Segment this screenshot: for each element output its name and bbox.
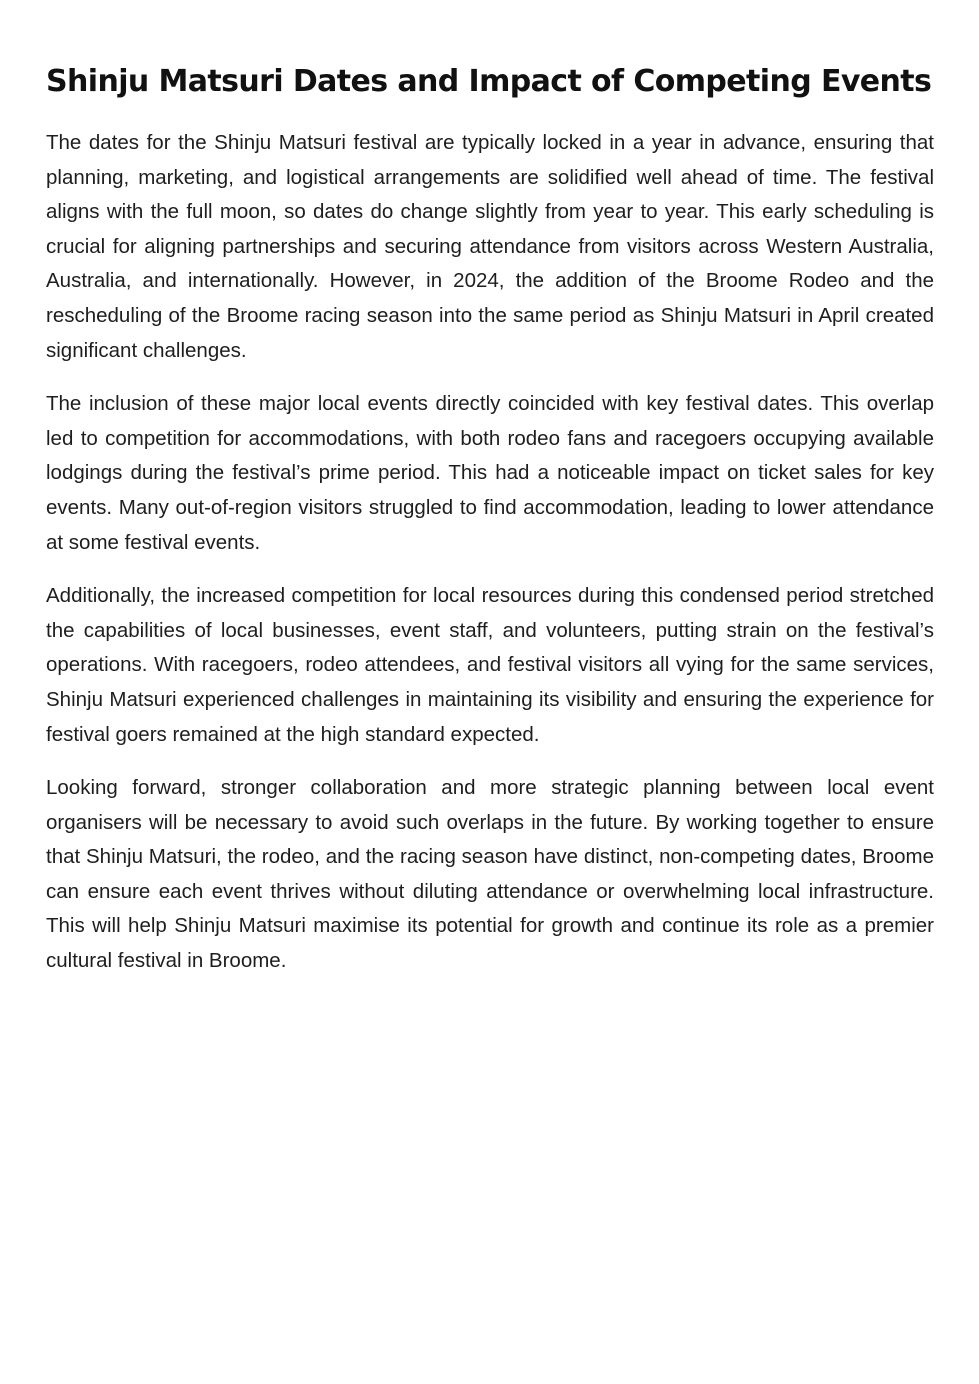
document-page — [46, 62, 934, 998]
paragraph-looking-forward: Looking forward, stronger collaboration and more strategic planning between local event organisers will be necessary to avoid such overlaps in the future. By working together to ensure that Shinju Matsuri, the rodeo, and the racing season have distinct, non-competing dates, Broome can ensure each event thrives without diluting attendance or overwhelming local infrastructure. This will help Shinju Matsuri maximise its potential for growth and continue its role as a premier cultural festival in Broome. — [46, 776, 934, 973]
paragraph-resources: Additionally, the increased competition for local resources during this condensed period stretched the capabilities of local businesses, event staff, and volunteers, putting strain on the festival’s operations. With racegoers, rodeo attendees, and festival visitors all vying for the same services, Shinju Matsuri experienced challenges in maintaining its visibility and ensuring the experience for festival goers remained at the high standard expected. — [46, 584, 934, 746]
paragraph-overlap: The inclusion of these major local events directly coincided with key festival dates. This overlap led to competition for accommodations, with both rodeo fans and racegoers occupying available lodgings during the festival’s prime period. This had a noticeable impact on ticket sales for key events. Many out-of-region visitors struggled to find accommodation, leading to lower attendance at some festival events. — [46, 392, 934, 554]
paragraph-scheduling: The dates for the Shinju Matsuri festival are typically locked in a year in advance, ensuring that planning, marketing, and logistical arrangements are solidified well ahead of time. The festival aligns with the full moon, so dates do change slightly from year to year. This early scheduling is crucial for aligning partnerships and securing attendance from visitors across Western Australia, Australia, and internationally. However, in 2024, the addition of the Broome Rodeo and the rescheduling of the Broome racing season into the same period as Shinju Matsuri in April created significant challenges. — [46, 131, 934, 362]
page-title: Shinju Matsuri Dates and Impact of Competing Events — [46, 64, 932, 99]
